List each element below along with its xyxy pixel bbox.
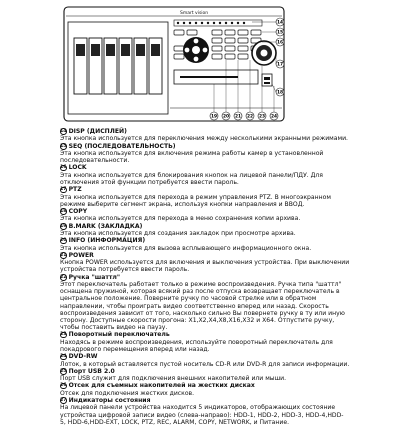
entry-title: Поворотный переключатель xyxy=(68,331,170,339)
entry-description: На лицевой панели устройства находится 5 индикаторов, отображающих состояние устройства цифровой записи видео (слева-направо): HDD-1, HDD-2, HDD-3, HDD-4,HDD- 5, HDD-6,HDD-EXT, LOCK, PTZ, REC, ALARM, COPY, NETWORK, и Питание. xyxy=(60,404,344,426)
entry-heading xyxy=(60,382,396,389)
callout-label: 20 xyxy=(222,114,230,120)
dvr-front-panel-drawing xyxy=(62,4,298,126)
entry-number-badge: 15 xyxy=(60,143,67,149)
brand-label: Smart vision xyxy=(180,11,209,16)
entry-heading xyxy=(60,331,396,338)
callout-label: 22 xyxy=(246,114,254,120)
entry-number-badge: 20 xyxy=(60,238,67,244)
entry-heading xyxy=(60,223,396,230)
entry-heading xyxy=(60,186,396,193)
entry-heading xyxy=(60,164,396,171)
device-front-panel-figure xyxy=(62,4,298,130)
description-entry xyxy=(60,397,396,426)
description-entry xyxy=(60,237,396,252)
entry-number-badge: 21 xyxy=(60,252,67,258)
entry-title: SEQ (ПОСЛЕДОВАТЕЛЬНОСТЬ) xyxy=(68,142,176,150)
entry-number-badge: 17 xyxy=(60,187,67,193)
entry-description: Лоток, в который вставляется пустой носитель CD-R или DVD-R для записи информации. xyxy=(60,360,350,368)
entry-description: Эта кнопка используется для переключения между несколькими экранными режимами. xyxy=(60,135,348,143)
entry-title: DVD-RW xyxy=(68,353,98,361)
callout-label: 18 xyxy=(276,90,284,96)
entry-title: DISP (ДИСПЛЕЙ) xyxy=(68,128,127,136)
entry-title: LOCK xyxy=(68,164,87,172)
description-entry xyxy=(60,368,396,383)
dvd-drive xyxy=(174,70,258,84)
entry-heading xyxy=(60,397,396,404)
entry-number-badge: 16 xyxy=(60,165,67,171)
direction-pad xyxy=(183,37,209,63)
description-list xyxy=(60,128,396,426)
entry-number-badge: 19 xyxy=(60,223,67,229)
entry-heading xyxy=(60,208,396,215)
entry-title: PTZ xyxy=(68,186,82,194)
callout-label: 24 xyxy=(270,114,278,120)
description-entry xyxy=(60,382,396,397)
callout-label: 19 xyxy=(210,114,218,120)
entry-description: Отсек для подключения жестких дисков. xyxy=(60,389,195,397)
entry-description: Находясь в режиме воспроизведения, используйте поворотный переключатель для покадрового перемещения вперед или назад. xyxy=(60,338,333,353)
entry-description: Эта кнопка используется для включения режима работы камер в установленной последовательности. xyxy=(60,149,324,165)
callout-label: 17 xyxy=(276,62,284,68)
entry-number-badge: 23 xyxy=(60,332,67,338)
entry-heading xyxy=(60,143,396,150)
description-entry xyxy=(60,186,396,208)
entry-description: Эта кнопка используется для вызова всплывающего информационного окна. xyxy=(60,244,312,252)
entry-description: Порт USB служит для подключения внешних накопителей или мыши. xyxy=(60,375,287,383)
entry-heading xyxy=(60,128,396,135)
description-entry xyxy=(60,252,396,274)
callout-label: 15 xyxy=(276,30,284,36)
entry-number-badge: 25 xyxy=(60,368,67,374)
description-entry xyxy=(60,164,396,186)
entry-description: Эта кнопка используется для перехода в меню сохранения копии архива. xyxy=(60,215,301,223)
entry-description: Эта кнопка используется для блокирования кнопок на лицевой панели/ПДУ. Для отключения этой функции потребуется ввести пароль. xyxy=(60,171,323,186)
entry-heading xyxy=(60,274,396,281)
entry-heading xyxy=(60,237,396,244)
description-entry xyxy=(60,274,396,332)
entry-description: Эта кнопка используется для перехода в режим управления PTZ. В многоэкранном режиме выберите сегмент экрана, используя кнопки направления и ВВОД. xyxy=(60,193,331,208)
entry-heading xyxy=(60,353,396,360)
description-entry xyxy=(60,353,396,368)
description-entry xyxy=(60,143,396,165)
entry-title: B.MARK (ЗАКЛАДКА) xyxy=(68,222,143,230)
entry-title: Порт USB 2.0 xyxy=(68,367,115,375)
callout-label: 14 xyxy=(276,20,284,26)
usb-port xyxy=(262,74,272,86)
callout-label: 23 xyxy=(258,114,266,120)
description-entry xyxy=(60,223,396,238)
entry-description: Кнопка POWER используется для включения и выключения устройства. При выключении устройства потребуется ввести пароль. xyxy=(60,259,350,274)
entry-number-badge: 24 xyxy=(60,354,67,360)
entry-number-badge: 27 xyxy=(60,398,67,404)
description-entry xyxy=(60,331,396,353)
entry-description: Эта кнопка используется для создания закладок при просмотре архива. xyxy=(60,229,296,237)
entry-title: Ручка "шаттл" xyxy=(68,273,121,281)
jog-shuttle xyxy=(252,41,276,65)
entry-number-badge: 26 xyxy=(60,383,67,389)
entry-title: Отсек для съемных накопителей на жестких дисках xyxy=(68,382,255,390)
description-entry xyxy=(60,128,396,143)
entry-title: Индикаторы состояния xyxy=(68,397,151,405)
description-entry xyxy=(60,208,396,223)
entry-description: Этот переключатель работает только в режиме воспроизведения. Ручка типа "шаттл" оснащена пружиной, которая всякий раз после отпуска возвращает переключатель в центральное положение. Поверните ручку по часовой стрелке или в обратном направлении, чтобы проиграть видео соответственно вперед или назад. Скорость воспроизведения зависит от того, насколько сильно Вы повернете ручку в ту или иную сторону. Доступные скорости прогона: X1,X2,X4,X8,X16,X32 и X64. Отпустите ручку, чтобы поставить видео на паузу. xyxy=(60,280,345,332)
callout-label: 16 xyxy=(276,40,284,46)
entry-number-badge: 22 xyxy=(60,274,67,280)
entry-title: POWER xyxy=(68,251,94,259)
entry-number-badge: 18 xyxy=(60,209,67,215)
callout-label: 21 xyxy=(234,114,242,120)
entry-title: INFO (ИНФОРМАЦИЯ) xyxy=(68,237,146,245)
entry-title: COPY xyxy=(68,208,88,216)
entry-number-badge: 14 xyxy=(60,129,67,135)
